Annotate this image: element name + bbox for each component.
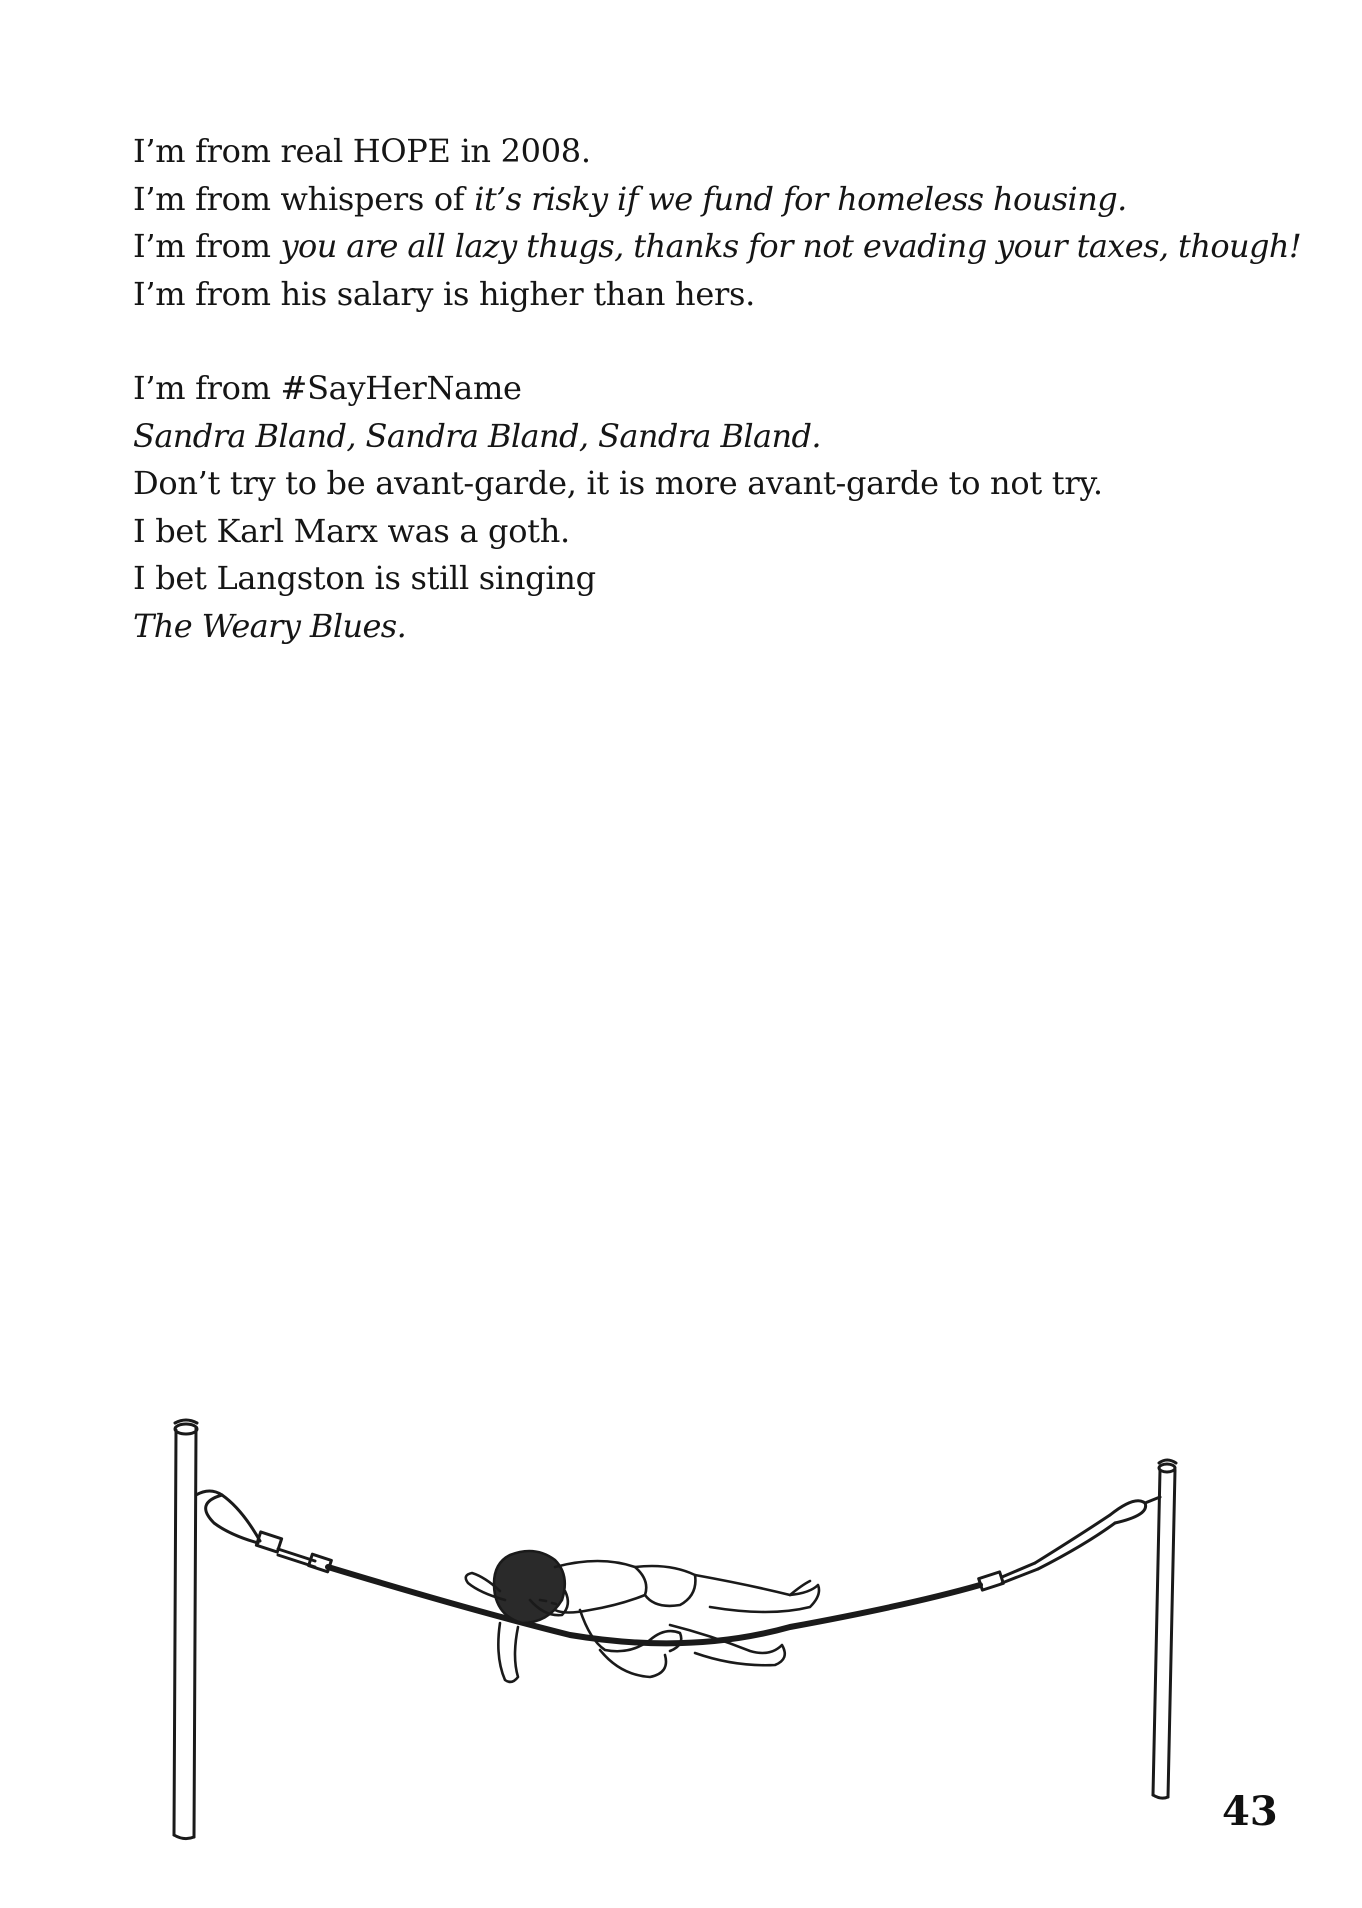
stanza-1 [133, 128, 1302, 318]
right-post [1153, 1460, 1176, 1798]
left-anchor [196, 1491, 331, 1572]
line-text: I’m from whispers of [133, 179, 475, 218]
poem-line [133, 603, 1283, 651]
stanza-2 [133, 365, 1283, 650]
poem-line [133, 365, 1283, 413]
person-figure [466, 1551, 819, 1682]
poem-line [133, 128, 1283, 176]
line-text: I bet Karl Marx was a goth. [133, 511, 570, 550]
slackline-illustration [150, 1395, 1200, 1855]
poem-line [133, 176, 1283, 224]
slackline-strap [328, 1567, 980, 1643]
line-italic-text: The Weary Blues. [133, 606, 407, 645]
line-text: I’m from #SayHerName [133, 369, 522, 407]
line-text: I’m from real HOPE in 2008. [133, 132, 591, 170]
line-text: Don’t try to be avant-garde, it is more avant-garde to not try. [133, 464, 1103, 502]
left-post [174, 1420, 197, 1839]
line-italic-text: you are all lazy thugs, thanks for not evading your taxes, though! [280, 227, 1302, 265]
line-italic-text: it’s risky if we fund for homeless housing. [474, 179, 1127, 218]
poem-line [133, 460, 1283, 508]
right-anchor [979, 1497, 1160, 1590]
line-text: I’m from his salary is higher than hers. [133, 274, 755, 313]
poem-line [133, 555, 1283, 603]
page-number: 43 [1222, 1788, 1278, 1835]
poem-line [133, 223, 1302, 271]
line-text: I bet Langston is still singing [133, 559, 596, 597]
poem-line [133, 508, 1283, 556]
line-italic-text: Sandra Bland, Sandra Bland, Sandra Bland. [133, 416, 821, 455]
poem [133, 128, 1302, 697]
poem-line [133, 271, 1283, 319]
poem-line [133, 413, 1283, 461]
line-text: I’m from [133, 227, 281, 265]
